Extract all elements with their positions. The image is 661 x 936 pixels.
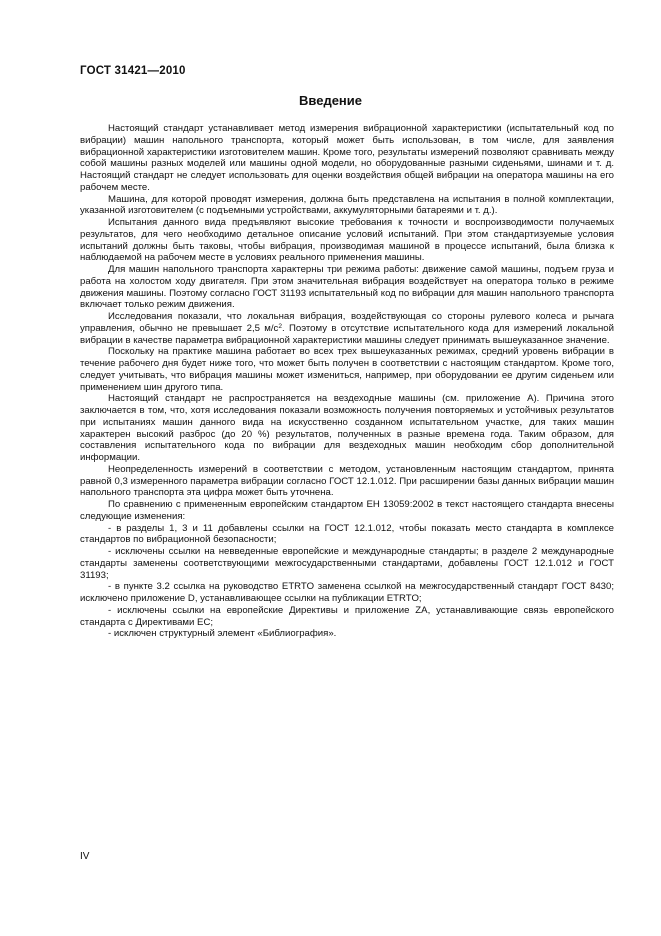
document-header: ГОСТ 31421—2010 — [80, 65, 186, 77]
section-title: Введение — [299, 93, 362, 108]
paragraph — [80, 311, 614, 346]
change-item: - исключен структурный элемент «Библиография». — [108, 628, 337, 640]
change-item: - в разделы 1, 3 и 11 добавлены ссылки на ГОСТ 12.1.012, чтобы показать место стандарта в комплексе стандартов по вибрационной безопасности; — [80, 522, 614, 546]
paragraph: Для машин напольного транспорта характерны три режима работы: движение самой машины, подъем груза и работа на холостом ходу двигателя. При этом значительная вибрация воздействует на оператора только в режиме движения машины. Поэтому согласно ГОСТ 31193 испытательный код по вибрации для машин напольного транспорта включает только режим движения. — [80, 264, 614, 311]
paragraph: По сравнению с примененным европейским стандартом ЕН 13059:2002 в текст настоящего стандарта внесены следующие изменения: — [80, 499, 614, 522]
change-item: - исключены ссылки на европейские Директивы и приложение ZA, устанавливающие связь европейского стандарта с Директивами ЕС; — [80, 604, 614, 628]
change-item: - в пункте 3.2 ссылка на руководство ETRTO заменена ссылкой на межгосударственный стандарт ГОСТ 8430; исключено приложение D, устанавливающее ссылки на публикации ETRTO; — [80, 581, 614, 604]
paragraph-text: . Поэтому в отсутствие испытательного кода для измерений локальной вибрации в качестве параметра вибрационной характеристики машины следует принимать вышеуказанное значение. — [80, 322, 615, 346]
paragraph: Настоящий стандарт устанавливает метод измерения вибрационной характеристики (испытательный код по вибрации) машин напольного транспорта, который может быть использован, в том числе, для заявления вибрационной характеристики изготовителем машин. Кроме того, результаты измерений позволяют сравнивать между собой машины разных моделей или машины одной модели, но оборудованные разными сиденьями, шинами и т. д. Настоящий стандарт не следует использовать для оценки воздействия общей вибрации на оператора машины на его рабочем месте. — [80, 123, 614, 193]
paragraph: Неопределенность измерений в соответствии с методом, установленным настоящим стандартом, принята равной 0,3 измеренного параметра вибрации согласно ГОСТ 12.1.012. При расширении базы данных вибрации машин напольного транспорта эта цифра может быть уточнена. — [80, 463, 614, 499]
change-item: - исключены ссылки на невведенные европейские и международные стандарты; в разделе 2 международные стандарты заменены соответствующими межгосударственными стандартами, добавлены ГОСТ 12.1.012 и ГОСТ 31193; — [80, 546, 614, 581]
paragraph: Поскольку на практике машина работает во всех трех вышеуказанных режимах, средний уровень вибрации в течение рабочего дня будет ниже того, что может быть получен в соответствии с настоящим стандартом. Кроме того, следует учитывать, что вибрация машины может измениться, например, при оборудовании ее другим сиденьем или применением шин другого типа. — [80, 346, 614, 393]
paragraph-text: Исследования показали, что локальная вибрация, воздействующая со стороны рулевого колеса и рычага управления, обычно не превышает 2,5 м/с — [80, 311, 614, 334]
paragraph: Машина, для которой проводят измерения, должна быть представлена на испытания в полной комплектации, указанной изготовителем (с подъемными устройствами, аккумуляторными батареями и т. д.). — [80, 193, 614, 217]
body-text — [80, 123, 614, 640]
superscript: 2 — [278, 322, 282, 330]
paragraph: Испытания данного вида предъявляют высокие требования к точности и воспроизводимости получаемых результатов, для чего необходимо детальное описание условий испытаний. При этом стандартизуемые условия испытаний должны быть таковы, чтобы вибрация, производимая машиной в процессе испытаний, была близка к наблюдаемой на рабочем месте в условиях реального применения машины. — [80, 217, 614, 264]
paragraph: Настоящий стандарт не распространяется на вездеходные машины (см. приложение А). Причина этого заключается в том, что, хотя исследования показали возможность получения повторяемых и устойчивых результатов при испытаниях машин данного вида на искусственно созданном испытательном участке, для таких машин характерен высокий разброс (до 20 %) результатов, полученных в разные времена года. Таким образом, для составления испытательного кода по вибрации для вездеходных машин необходим сбор дополнительной информации. — [80, 393, 614, 463]
page-number: IV — [80, 851, 90, 862]
